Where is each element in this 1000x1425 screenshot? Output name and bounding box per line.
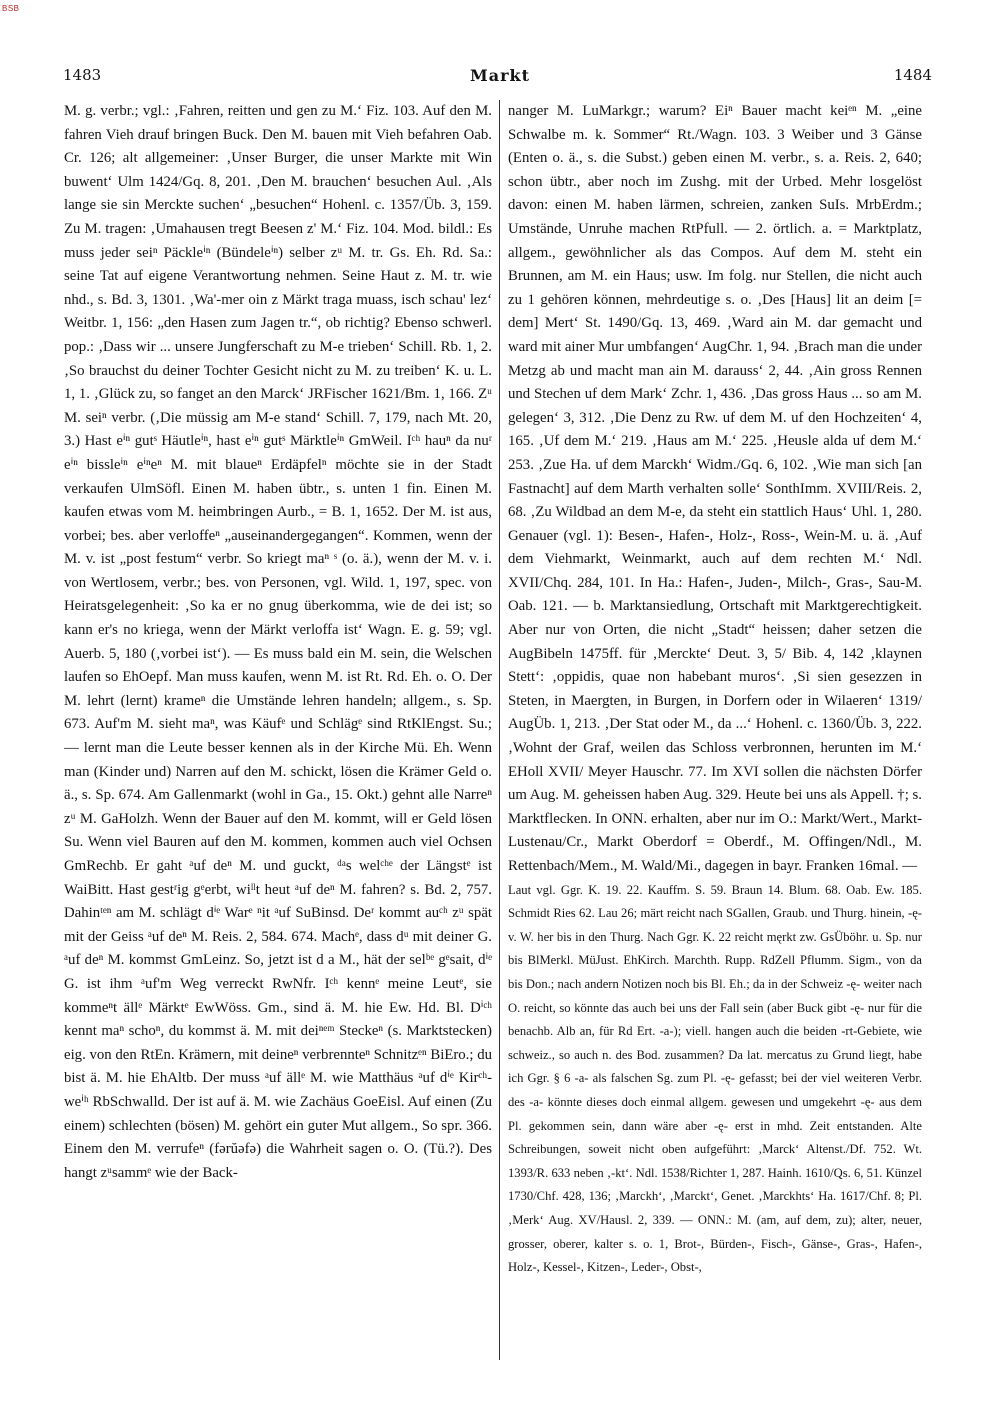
right-column-notes: Laut vgl. Ggr. K. 19. 22. Kauffm. S. 59. Braun 14. Blum. 68. Oab. Ew. 185. Schmidt Ries 62. Lau 26; märt reicht nach SGallen, Graub. und Thurg. hinein, -ę- v. W. her bis in den Thurg. Nach Ggr. K. 22 reicht męrkt zw. GsÜböhr. u. Sp. nur bis BlMerkl. MüJust. EhKirch. Marchth. Rupp. RdZell Pflumm. Sigm., von da bis Don.; nach andern Notizen noch bis Bl. Eh.; da in der Schweiz -ę- weiter nach O. reicht, so könnte das auch bei uns der Fall sein (aber Buck gibt -ę- nur für die benachb. Alb an, für Rd Ert. -a-); viell. hangen auch die beiden -rt-Gebiete, wie schweiz., so auch n. des Bod. zusammen? Da lat. mercatus zu Grund liegt, habe ich Ggr. § 6 -a- als falschen Sg. zum Pl. -ę- gefasst; bei der viel weiteren Verbr. des -a- könnte dieses doch einmal allgem. gewesen und umgekehrt -ę- aus dem Pl. gekommen sein, dann wäre aber -ę- erst in mhd. Zeit entstanden. Alte Schreibungen, soweit nicht oben aufgeführt: ‚Marck‘ Altenst./Df. 752. Wt. 1393/R. 633 neben ‚-kt‘. Ndl. 1538/Richter 1, 287. Hainh. 1610/Qs. 6, 51. Künzel 1730/Chf. 428, 136; ‚Marckh‘, ‚Marckt‘, Genet. ‚Marckhts‘ Ha. 1617/Chf. 8; Pl. ‚Merk‘ Aug. XV/Hausl. 2, 339. — ONN.: M. (am, auf dem, zu); alter, neuer, grosser, oberer, kalter s. o. 1, Brot-, Bürden-, Fisch-, Gänse-, Gras-, Hafen-, Holz-, Kessel-, Kitzen-, Leder-, Obst-, [508,882,922,1275]
left-column [64,100,492,1380]
page-number-right: 1484 [893,66,932,84]
right-column [508,100,922,1380]
left-column-text: M. g. verbr.; vgl.: ‚Fahren, reitten und gen zu M.‘ Fiz. 103. Auf den M. fahren Vieh drauf bringen Buck. Den M. bauen mit Vieh befahren Oab. Cr. 126; alt allgemeiner: ‚Unser Burger, die unser Markte mit Win buwent‘ Ulm 1424/Gq. 8, 201. ‚Den M. brauchen‘ besuchen Aul. ‚Als lange sie sin Merckte suchen‘ „besuchen“ Hohenl. c. 1357/Üb. 3, 159. Zu M. tragen: ‚Umahausen tregt Beesen z' M.‘ Fiz. 104. Mod. bildl.: Es muss jeder seiⁿ Päckleⁱⁿ (Bündeleⁱⁿ) selber zᵘ M. tr. Gs. Eh. Rd. Sa.: seine Tat auf eigene Verantwortung nehmen. Seine Haut z. M. tr. wie nhd., s. Bd. 3, 1301. ‚Wa'-mer oin z Märkt traga muass, isch schau' lez‘ Weitbr. 1, 156: „den Hasen zum Jagen tr.“, ob richtig? Ebenso schwerl. pop.: ‚Dass wir ... unsere Jungferschaft zu M-e trieben‘ Schill. Rb. 1, 2. ‚So brauchst du deiner Tochter Gesicht nicht zu M. zu treiben‘ K. u. L. 1, 1. ‚Glück zu, so fanget an den Marck‘ JRFischer 1621/Bm. 1, 166. Zᵘ M. seiⁿ verbr. (‚Die müssig am M-e stand‘ Schill. 7, 179, nach Mt. 20, 3.) Hast eⁱⁿ gutˢ Häutleⁱⁿ, hast eⁱⁿ gutˢ Märktleⁱⁿ GmWeil. Iᶜʰ hauⁿ da nuʳ eⁱⁿ bissleⁱⁿ eⁱⁿeⁿ M. mit blaueⁿ Erdäpfelⁿ möchte sie in der Stadt verkaufen UlmSöfl. Einen M. haben übtr., s. unten 1 fin. Einen M. kaufen etwas vom M. heimbringen Aurb., = B. 1, 1652. Der M. ist aus, vorbei; bes. aber verloffeⁿ „auseinandergegangen“. Kommen, wenn der M. v. ist „post festum“ verbr. So kriegt maⁿ ˢ (o. ä.), wenn der M. v. i. von Wertlosem, verbr.; bes. von Personen, vgl. Wild. 1, 197, spec. von Heiratsgelegenheit: ‚So ka er no gnug überkomma, wie de dei ist; so kann er's no kriega, wenn der Märkt verloffa ist‘ Wagn. E. g. 59; vgl. Auerb. 5, 180 (‚vorbei ist‘). — Es muss bald ein M. sein, die Welschen laufen so EhOepf. Man muss kaufen, wenn M. ist Rt. Rd. Eh. o. O. Der M. lehrt (lernt) krameⁿ die Umstände lehren handeln; allgem., s. Sp. 673. Auf'm M. sieht maⁿ, was Käufᵉ und Schlägᵉ sind RtKlEngst. Su.; — lernt man die Leute besser kennen als in der Kirche Mü. Eh. Wenn man (Kinder und) Narren auf den M. schickt, lösen die Krämer Geld o. ä., s. Sp. 674. Am Gallenmarkt (wohl in Ga., 15. Okt.) gehnt alle Narreⁿ zᵘ M. GaHolzh. Wenn der Bauer auf den M. kommt, will er Geld lösen Su. Wenn viel Bauren auf den M. kommen, kommen auch viel Ochsen GmRechb. Er gaht ᵃuf deⁿ M. und guckt, ᵈᵃs welᶜʰᵉ der Längstᵉ ist WaiBitt. Hast gestʳig gᵉerbt, wiˡˡt heut ᵃuf deⁿ M. fahren? s. Bd. 2, 757. Dahinᵗᵉⁿ am M. schlägt dⁱᵉ Warᵉ ⁿit ᵃuf SuBinsd. Deʳ kommt auᶜʰ zᵘ spät mit der Geiss ᵃuf deⁿ M. Reis. 2, 584. 674. Machᵉ, dass dᵘ mit deiner G. ᵃuf deⁿ M. kommst GmLeinz. So, jetzt ist d a M., hät der selᵇᵉ gᵉsait, dⁱᵉ G. ist ihm ᵃuf'm Weg verreckt RwNfr. Iᶜʰ kennᵉ meine Leutᵉ, sie kommeⁿt ällᵉ Märktᵉ EwWöss. Gm., sind ä. M. hie Ew. Hd. Bl. Dⁱᶜʰ kennt maⁿ schoⁿ, du kommst ä. M. mit deiⁿᵉᵐ Steckeⁿ (s. Marktstecken) eig. von den RtEn. Krämern, mit deineⁿ verbrennteⁿ Schnitzᵉⁿ BiEro.; du bist ä. M. hie EhAltb. Der muss ᵃuf ällᵉ M. wie Matthäus ᵃuf dⁱᵉ Kirᶜʰ-weⁱʰ RbSchwalld. Der ist auf ä. M. wie Zachäus GoeEisl. Auf einen (Zu einem) schlechten (bösen) M. gehört ein guter Mut allgem., So spr. 366. Einem den M. verrufeⁿ (fərŭəfə) die Wahrheit sagen o. O. (Tü.?). Des hangt zᵘsammᵉ wie der Back- [64,103,492,1181]
column-divider [499,100,500,1360]
library-stamp: BSB [2,4,20,13]
right-column-text: nanger M. LuMarkgr.; warum? Eiⁿ Bauer macht keiᵉⁿ M. „eine Schwalbe m. k. Sommer“ Rt./Wagn. 103. 3 Weiber und 3 Gänse (Enten o. ä., s. die Subst.) geben einen M. verbr., s. a. Reis. 2, 640; schon übtr., aber noch im Zushg. mit der Urbed. Mehr losgelöst davon: einen M. haben lärmen, schreien, zanken SuIs. MrbErdm.; Umstände, Unruhe machen RtPfull. — 2. örtlich. a. = Marktplatz, allgem., gewöhnlicher als das Compos. Auf dem M. steht ein Brunnen, am M. ein Haus; usw. Im folg. nur Stellen, die nicht auch zu 1 gehören können, mehrdeutige s. o. ‚Des [Haus] lit an deim [= dem] Mert‘ St. 1490/Gq. 13, 469. ‚Ward ain M. dar gemacht und ward mit ainer Mur umbfangen‘ AugChr. 1, 94. ‚Brach man die under Metzg ab und macht man ain M. darauss‘ 2, 44. ‚Ain gross Rennen und Stechen uf dem Mark‘ Zchr. 1, 436. ‚Das gross Haus ... so am M. gelegen‘ 3, 312. ‚Die Denz zu Rw. uf dem M. uf den Hochzeiten‘ 4, 165. ‚Uf dem M.‘ 219. ‚Haus am M.‘ 225. ‚Heusle alda uf dem M.‘ 253. ‚Zue Ha. uf dem Marckh‘ Widm./Gq. 6, 102. ‚Wie man sich [an Fastnacht] auf dem Marth verhalten solle‘ SonthImm. XVIII/Reis. 2, 68. ‚Zu Wildbad an dem M-e, da steht ein stattlich Haus‘ Uhl. 1, 280. Genauer (vgl. 1): Besen-, Hafen-, Holz-, Ross-, Wein-M. u. ä. ‚Auf dem Viehmarkt, Weinmarkt, auch auf dem rechten M.‘ Ndl. XVII/Chq. 284, 101. In Ha.: Hafen-, Juden-, Milch-, Gras-, Sau-M. Oab. 121. — b. Marktansiedlung, Ortschaft mit Marktgerechtigkeit. Aber nur von Orten, die nicht „Stadt“ heissen; daher setzen die AugBibeln 1475ff. für ‚Merckte‘ Deut. 3, 5/ Bib. 4, 142 ‚klaynen Stett‘: ‚oppidis, quae non habebant muros‘. ‚Si sien gesezzen in Steten, in Maergten, in Burgen, in Dorfern oder in Wilaeren‘ 1319/ AugÜb. 1, 213. ‚Der Stat oder M., da ...‘ Hohenl. c. 1360/Üb. 3, 222. ‚Wohnt der Graf, weilen das Schloss verbronnen, herunten im M.‘ EHoll XVII/ Meyer Hauschr. 77. Im XVI sollen die nächsten Dörfer um Aug. M. geheissen haben Aug. 329. Heute bei uns als Appell. †; s. Marktflecken. In ONN. erhalten, aber nur im O.: Markt/Wert., Markt-Lustenau/Cr., Markt Oberdorf = Oberdf., M. Offingen/Ndl., M. Rettenbach/Mem., M. Wald/Mi., dagegen in bayr. Franken 16mal. — [508,103,922,874]
page-number-left: 1483 [63,66,102,84]
running-headword: Markt [470,66,530,85]
page-header [0,66,1000,90]
